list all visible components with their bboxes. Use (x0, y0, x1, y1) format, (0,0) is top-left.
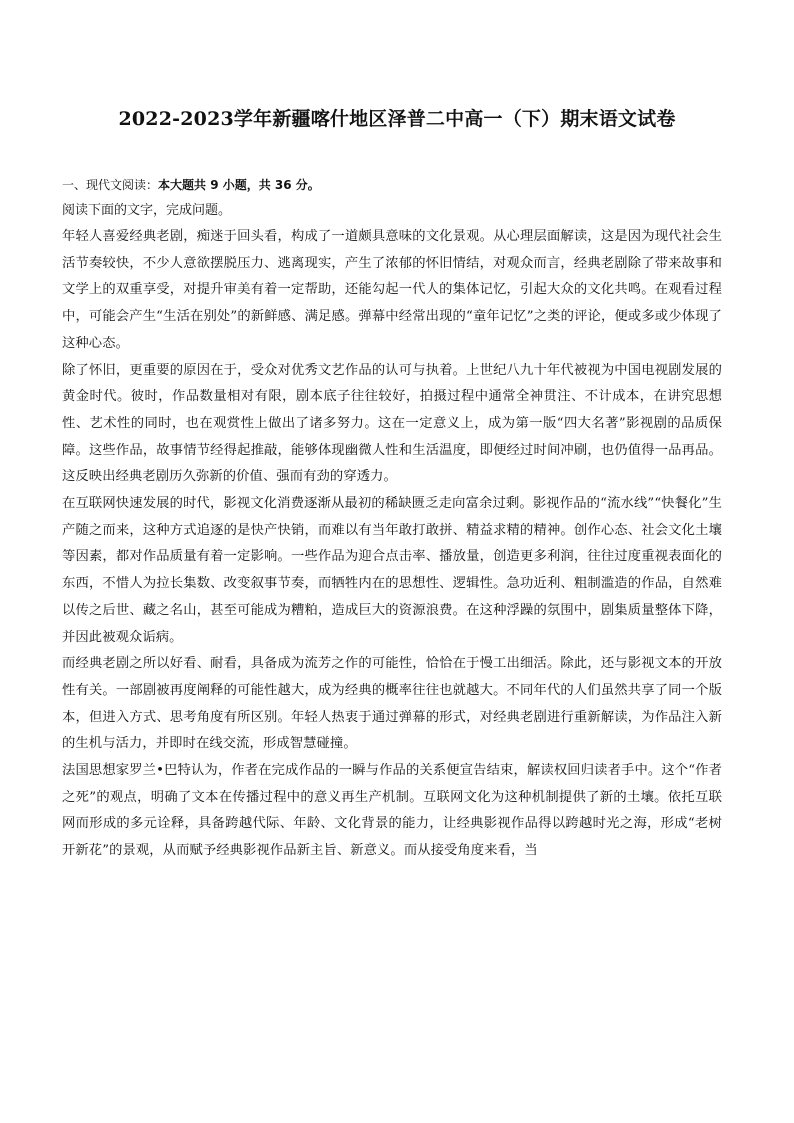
section-heading (62, 172, 722, 198)
section-detail: 本大题共 9 小题，共 36 分。 (158, 178, 320, 192)
exam-title: 2022-2023学年新疆喀什地区泽普二中高一（下）期末语文试卷 (118, 108, 676, 130)
paragraph-2: 除了怀旧，更重要的原因在于，受众对优秀文艺作品的认可与执着。上世纪八九十年代被视为中国电视剧发展的黄金时代。彼时，作品数量相对有限，剧本底子往往较好，拍摄过程中通常全神贯注、不计成本，在讲究思想性、艺术性的同时，也在观赏性上做出了诸多努力。这在一定意义上，成为第一版“四大名著”影视剧的品质保障。这些作品，故事情节经得起推敲，能够体现幽微人性和生活温度，即便经过时间冲刷，也仍值得一品再品。这反映出经典老剧历久弥新的价值、强而有劲的穿透力。 (62, 362, 722, 485)
exam-content (62, 172, 722, 865)
reading-instruction: 阅读下面的文字，完成问题。 (62, 203, 232, 218)
paragraph-3: 在互联网快速发展的时代，影视文化消费逐渐从最初的稀缺匮乏走向富余过剩。影视作品的“流水线”“快餐化”生产随之而来，这种方式追逐的是快产快销，而难以有当年敢打敢拼、精益求精的精神。创作心态、社会文化土壤等因素，都对作品质量有着一定影响。一些作品为迎合点击率、播放量，创造更多利润，往往过度重视表面化的东西，不惜人为拉长集数、改变叙事节奏，而牺牲内在的思想性、逻辑性。急功近利、粗制滥造的作品，自然难以传之后世、藏之名山，甚至可能成为糟粕，造成巨大的资源浪费。在这种浮躁的氛围中，剧集质量整体下降，并因此被观众诟病。 (62, 496, 722, 645)
paragraph-4: 而经典老剧之所以好看、耐看，具备成为流芳之作的可能性，恰恰在于慢工出细活。除此，还与影视文本的开放性有关。一部剧被再度阐释的可能性越大，成为经典的概率往往也就越大。不同年代的人们虽然共享了同一个版本，但进入方式、思考角度有所区别。年轻人热衷于通过弹幕的形式，对经典老剧进行重新解读，为作品注入新的生机与活力，并即时在线交流，形成智慧碰撞。 (62, 656, 722, 752)
paragraph-5: 法国思想家罗兰•巴特认为，作者在完成作品的一瞬与作品的关系便宣告结束，解读权回归读者手中。这个“作者之死”的观点，明确了文本在传播过程中的意义再生产机制。互联网文化为这种机制提供了新的土壤。依托互联网而形成的多元诠释，具备跨越代际、年龄、文化背景的能力，让经典影视作品得以跨越时光之海，形成“老树开新花”的景观，从而赋予经典影视作品新主旨、新意义。而从接受角度来看，当 (62, 763, 722, 859)
paragraph-1: 年轻人喜爱经典老剧，痴迷于回头看，构成了一道颇具意味的文化景观。从心理层面解读，这是因为现代社会生活节奏较快，不少人意欲摆脱压力、逃离现实，产生了浓郁的怀旧情结，对观众而言，经典老剧除了带来故事和文学上的双重享受，对提升审美有着一定帮助，还能勾起一代人的集体记忆，引起大众的文化共鸣。在观看过程中，可能会产生“生活在别处”的新鲜感、满足感。弹幕中经常出现的“童年记忆”之类的评论，便或多或少体现了这种心态。 (62, 229, 722, 351)
section-prefix: 一、现代文阅读： (62, 178, 159, 192)
